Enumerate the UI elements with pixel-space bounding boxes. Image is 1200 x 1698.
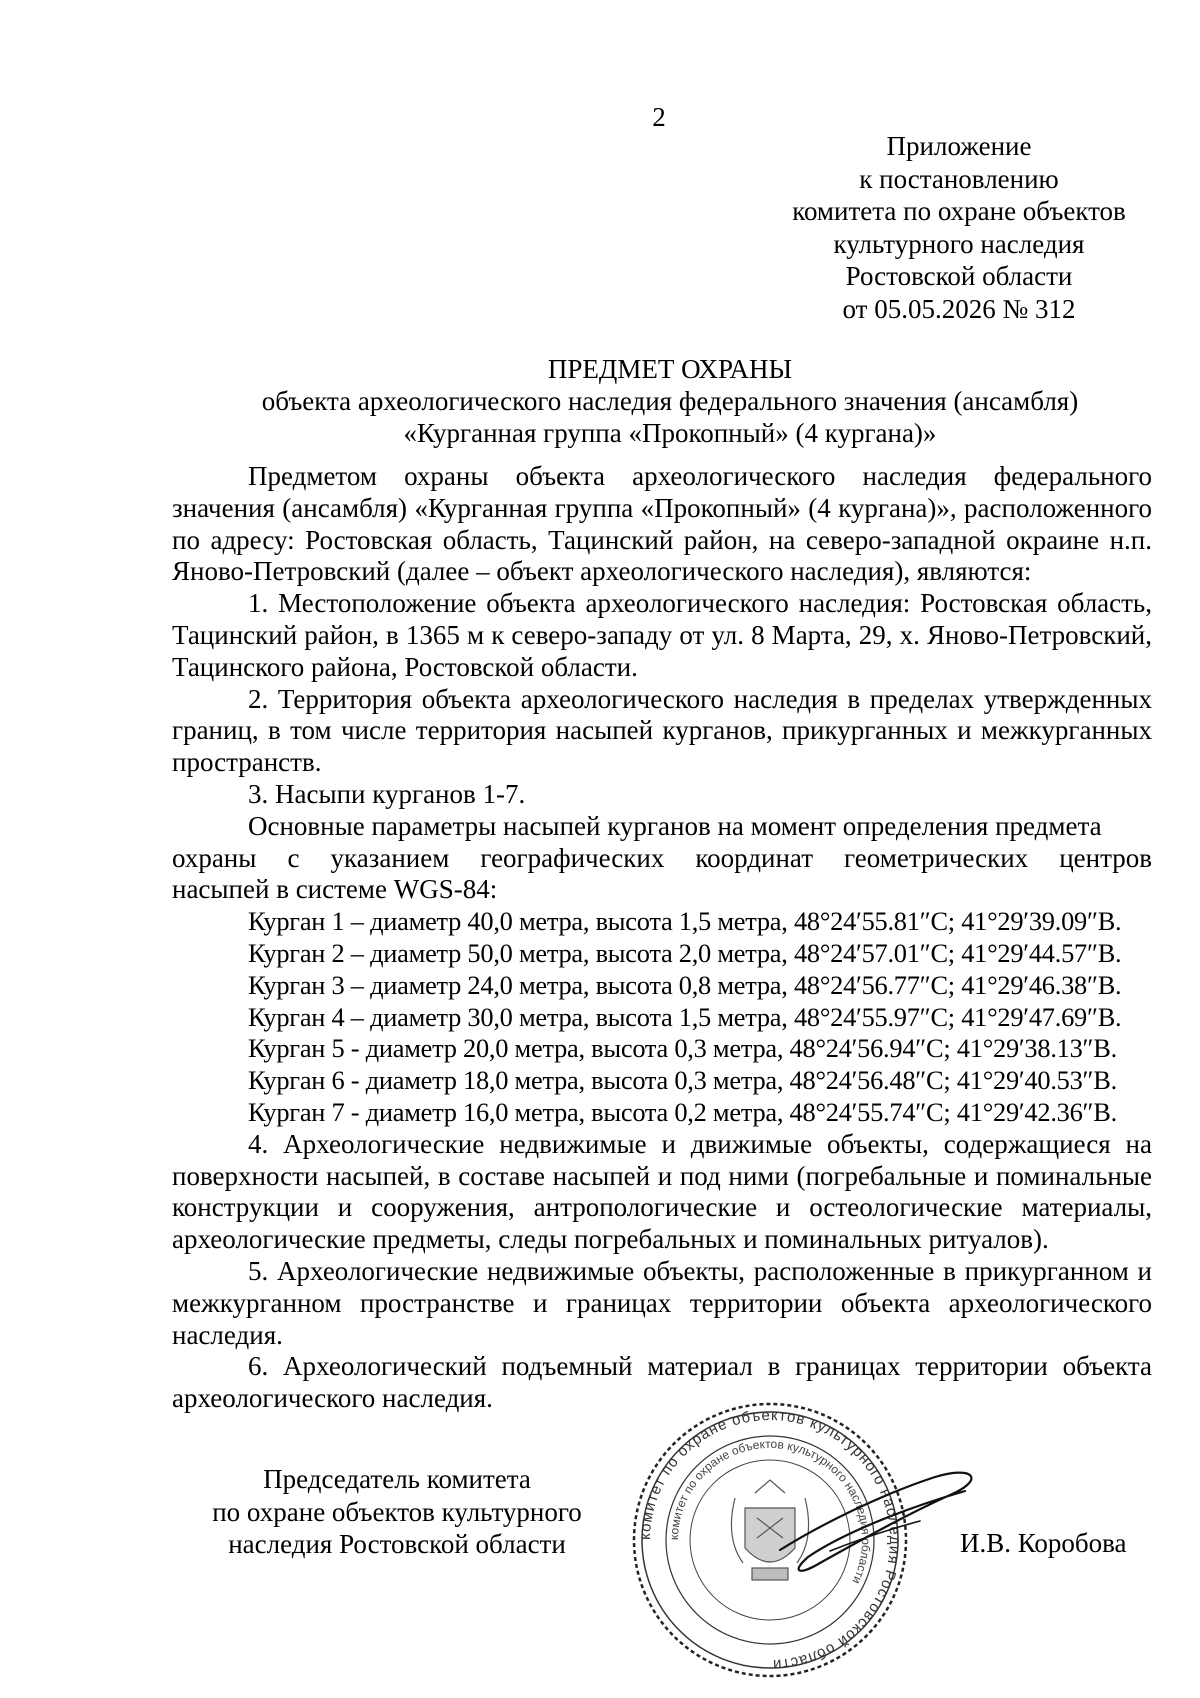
kurgan-item: Курган 5 - диаметр 20,0 метра, высота 0,3 метра, 48°24′56.94″С; 41°29′38.13″В. [248, 1033, 1117, 1064]
params-line: насыпей в системе WGS-84: [172, 874, 498, 905]
kurgan-item: Курган 4 – диаметр 30,0 метра, высота 1,5 метра, 48°24′55.97″С; 41°29′47.69″В. [248, 1001, 1122, 1032]
page-number: 2 [652, 102, 666, 132]
position-line: по охране объектов культурного [212, 1496, 582, 1527]
kurgan-item: Курган 1 – диаметр 40,0 метра, высота 1,5 метра, 48°24′55.81″С; 41°29′39.09″В. [248, 906, 1122, 937]
document-body [172, 461, 1152, 1415]
appendix-line: Ростовской области [845, 261, 1073, 291]
appendix-line: комитета по охране объектов [792, 196, 1126, 226]
item-territory: 2. Территория объекта археологического наследия в пределах утвержденных границ, в том числе территория насыпей курганов, прикурганных и межкурганных пространств. [172, 683, 1152, 778]
kurgan-item: Курган 6 - диаметр 18,0 метра, высота 0,3 метра, 48°24′56.48″С; 41°29′40.53″В. [248, 1065, 1117, 1096]
appendix-line: Приложение [886, 131, 1032, 161]
title-block [170, 353, 1170, 449]
kurgan-item: Курган 3 – диаметр 24,0 метра, высота 0,8 метра, 48°24′56.77″С; 41°29′46.38″В. [248, 969, 1122, 1000]
params-paragraph [172, 811, 1152, 906]
kurgan-list [172, 906, 1152, 1129]
item-immovable: 5. Археологические недвижимые объекты, расположенные в прикурганном и межкурганном пространстве и границах территории объекта археологического наследия. [172, 1255, 1152, 1350]
kurgan-item: Курган 7 - диаметр 16,0 метра, высота 0,2 метра, 48°24′55.74″С; 41°29′42.36″В. [248, 1096, 1117, 1127]
document-subtitle: «Курганная группа «Прокопный» (4 кургана)» [403, 418, 937, 448]
appendix-line: культурного наследия [833, 228, 1085, 259]
item-surface-material: 6. Археологический подъемный материал в границах территории объекта археологического наследия. [172, 1351, 1152, 1414]
intro-paragraph: Предметом охраны объекта археологического наследия федерального значения (ансамбля) «Курганная группа «Прокопный» (4 кургана)», расположенного по адресу: Ростовская область, Тацинский район, на северо-западной окраине н.п. Яново-Петровский (далее – объект археологического наследия), являются: [172, 461, 1152, 587]
seal-outer-text: комитет по охране объектов культурного наследия Ростовской области [636, 1406, 904, 1674]
handwritten-signature [760, 1455, 990, 1590]
seal-inner-text: комитет по охране объектов культурного наследия области [666, 1436, 874, 1587]
params-line: Основные параметры насыпей курганов на момент определения предмета [248, 810, 1102, 841]
appendix-line: к постановлению [859, 163, 1059, 194]
appendix-line: от 05.05.2026 № 312 [842, 293, 1076, 324]
position-line: наследия Ростовской области [228, 1529, 566, 1559]
position-line: Председатель комитета [263, 1464, 531, 1494]
kurgan-item: Курган 2 – диаметр 50,0 метра, высота 2,0 метра, 48°24′57.01″С; 41°29′44.57″В. [248, 937, 1122, 968]
signatory-position [192, 1463, 602, 1561]
item-location: 1. Местоположение объекта археологического наследия: Ростовская область, Тацинский район, в 1365 м к северо-западу от ул. 8 Марта, 29, х. Яново-Петровский, Тацинского района, Ростовской области. [172, 588, 1152, 682]
document-subtitle: объекта археологического наследия федерального значения (ансамбля) [261, 386, 1079, 416]
item-objects: 4. Археологические недвижимые и движимые объекты, содержащиеся на поверхности насыпей, в составе насыпей и под ними (погребальные и поминальные конструкции и сооружения, антропологические и остеологические материалы, археологические предметы, следы погребальных и поминальных ритуалов). [172, 1128, 1152, 1255]
signatory-name: И.В. Коробова [960, 1528, 1127, 1558]
appendix-header [760, 130, 1158, 325]
item-mounds: 3. Насыпи курганов 1-7. [248, 778, 526, 809]
params-line: охраны с указанием географических координат геометрических центров [172, 842, 1152, 873]
document-title: ПРЕДМЕТ ОХРАНЫ [547, 354, 793, 384]
